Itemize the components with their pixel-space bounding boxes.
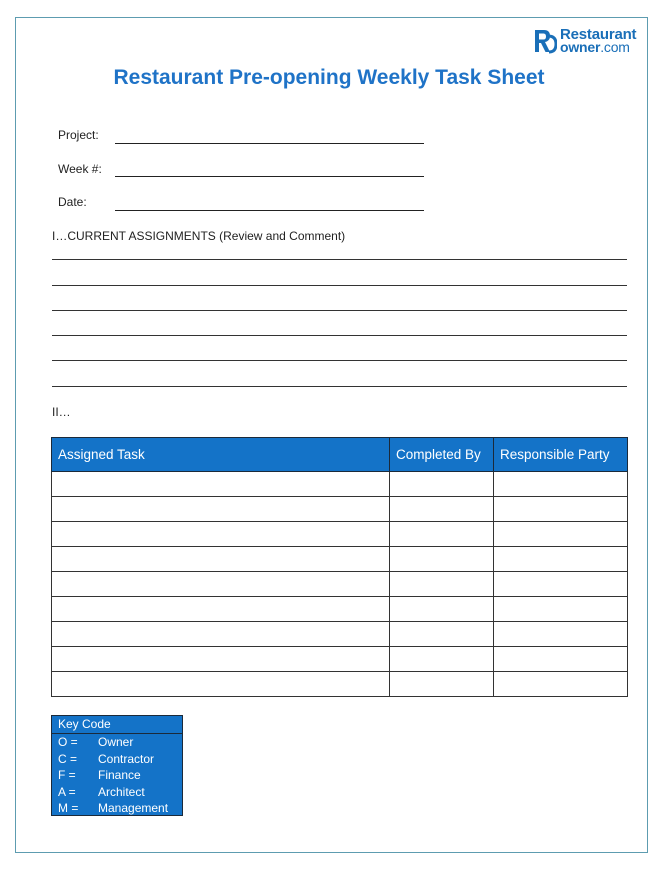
table-row: [52, 472, 628, 497]
key-code-row: [52, 751, 182, 768]
responsible-party-cell[interactable]: [494, 472, 628, 497]
date-label: Date:: [58, 195, 87, 209]
responsible-party-cell[interactable]: [494, 597, 628, 622]
completed-by-cell[interactable]: [390, 672, 494, 697]
key-code-row: [52, 800, 182, 817]
comment-line[interactable]: [52, 285, 627, 286]
key-meaning: Contractor: [98, 751, 155, 766]
table-row: [52, 672, 628, 697]
task-cell[interactable]: [52, 597, 390, 622]
header-responsible-party: Responsible Party: [494, 438, 628, 472]
task-cell[interactable]: [52, 672, 390, 697]
table-row: [52, 497, 628, 522]
responsible-party-cell[interactable]: [494, 572, 628, 597]
completed-by-cell[interactable]: [390, 597, 494, 622]
completed-by-cell[interactable]: [390, 572, 494, 597]
table-row: [52, 597, 628, 622]
restaurant-owner-logo: [533, 28, 648, 56]
task-cell[interactable]: [52, 472, 390, 497]
project-label: Project:: [58, 128, 99, 142]
section-two-heading: II…: [52, 405, 71, 419]
current-assignments-heading: I…CURRENT ASSIGNMENTS (Review and Comment): [52, 229, 346, 243]
table-row: [52, 547, 628, 572]
key-code: C =: [58, 751, 78, 766]
comment-line[interactable]: [52, 360, 627, 361]
responsible-party-cell[interactable]: [494, 672, 628, 697]
task-cell[interactable]: [52, 522, 390, 547]
comment-line[interactable]: [52, 259, 627, 260]
key-meaning: Owner: [98, 735, 134, 749]
responsible-party-cell[interactable]: [494, 547, 628, 572]
key-code: O =: [58, 735, 78, 749]
date-field[interactable]: [115, 210, 424, 211]
comment-line[interactable]: [52, 310, 627, 311]
responsible-party-cell[interactable]: [494, 522, 628, 547]
header-assigned-task: Assigned Task: [52, 438, 390, 472]
task-cell[interactable]: [52, 647, 390, 672]
responsible-party-cell[interactable]: [494, 497, 628, 522]
task-cell[interactable]: [52, 622, 390, 647]
key-meaning: Management: [98, 801, 169, 815]
week-field[interactable]: [115, 176, 424, 177]
comment-line[interactable]: [52, 386, 627, 387]
header-completed-by: Completed By: [390, 438, 494, 472]
project-field[interactable]: [115, 143, 424, 144]
key-code: A =: [58, 784, 76, 799]
task-cell[interactable]: [52, 547, 390, 572]
key-code-title: Key Code: [52, 716, 182, 734]
key-code-row: [52, 784, 182, 801]
responsible-party-cell[interactable]: [494, 622, 628, 647]
key-code-row: [52, 734, 182, 751]
table-header-row: [52, 438, 628, 472]
ro-monogram-icon: [533, 28, 557, 54]
key-code-row: [52, 767, 182, 784]
comment-line[interactable]: [52, 335, 627, 336]
page-title: Restaurant Pre-opening Weekly Task Sheet: [113, 66, 545, 89]
task-table: [51, 437, 628, 697]
completed-by-cell[interactable]: [390, 497, 494, 522]
completed-by-cell[interactable]: [390, 472, 494, 497]
table-row: [52, 622, 628, 647]
key-code: M =: [58, 801, 79, 815]
key-code-legend: [51, 715, 183, 816]
key-meaning: Finance: [98, 768, 141, 782]
table-row: [52, 572, 628, 597]
completed-by-cell[interactable]: [390, 522, 494, 547]
responsible-party-cell[interactable]: [494, 647, 628, 672]
key-code: F =: [58, 768, 76, 782]
logo-text-restaurant: Restaurant: [560, 26, 637, 43]
key-meaning: Architect: [98, 784, 145, 799]
task-cell[interactable]: [52, 572, 390, 597]
completed-by-cell[interactable]: [390, 622, 494, 647]
week-label: Week #:: [58, 162, 102, 176]
table-row: [52, 522, 628, 547]
completed-by-cell[interactable]: [390, 647, 494, 672]
task-cell[interactable]: [52, 497, 390, 522]
table-row: [52, 647, 628, 672]
logo-text-owner: owner.com: [560, 39, 630, 55]
completed-by-cell[interactable]: [390, 547, 494, 572]
